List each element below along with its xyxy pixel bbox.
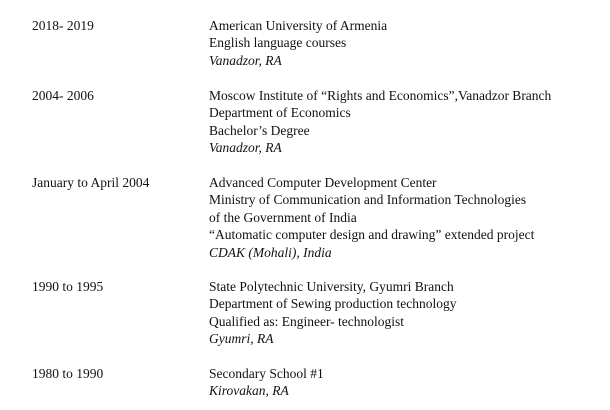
entry-period: 2004- 2006 (32, 88, 94, 103)
institution-name: Moscow Institute of “Rights and Economics”,Vanadzor Branch (209, 88, 552, 103)
entry-period: January to April 2004 (32, 175, 150, 190)
department-name: Department of Economics (209, 105, 351, 121)
entry-details (209, 278, 604, 348)
institution-name: Secondary School #1 (209, 366, 324, 381)
entry-details (209, 365, 604, 400)
entry-details (209, 17, 604, 69)
entry-location: Vanadzor, RA (209, 52, 282, 68)
entry-location: Kirovakan, RA (209, 383, 289, 399)
institution-name: Advanced Computer Development Center (209, 175, 437, 190)
qualification: Qualified as: Engineer- technologist (209, 313, 405, 329)
entry-period: 2018- 2019 (32, 18, 94, 33)
program-name: English language courses (209, 35, 347, 51)
entry-location: CDAK (Mohali), India (209, 244, 332, 260)
degree-name: Bachelor’s Degree (209, 122, 310, 138)
department-name: Department of Sewing production technology (209, 296, 457, 312)
entry-location: Vanadzor, RA (209, 140, 282, 156)
entry-period: 1990 to 1995 (32, 279, 104, 294)
ministry-name: Ministry of Communication and Information Technologies (209, 192, 527, 208)
ministry-name-continued: of the Government of India (209, 209, 357, 225)
entry-period: 1980 to 1990 (32, 366, 104, 381)
project-name: “Automatic computer design and drawing” extended project (209, 227, 535, 243)
institution-name: State Polytechnic University, Gyumri Branch (209, 279, 454, 294)
entry-details (209, 174, 604, 261)
entry-location: Gyumri, RA (209, 331, 274, 347)
institution-name: American University of Armenia (209, 18, 388, 33)
entry-details (209, 87, 604, 157)
